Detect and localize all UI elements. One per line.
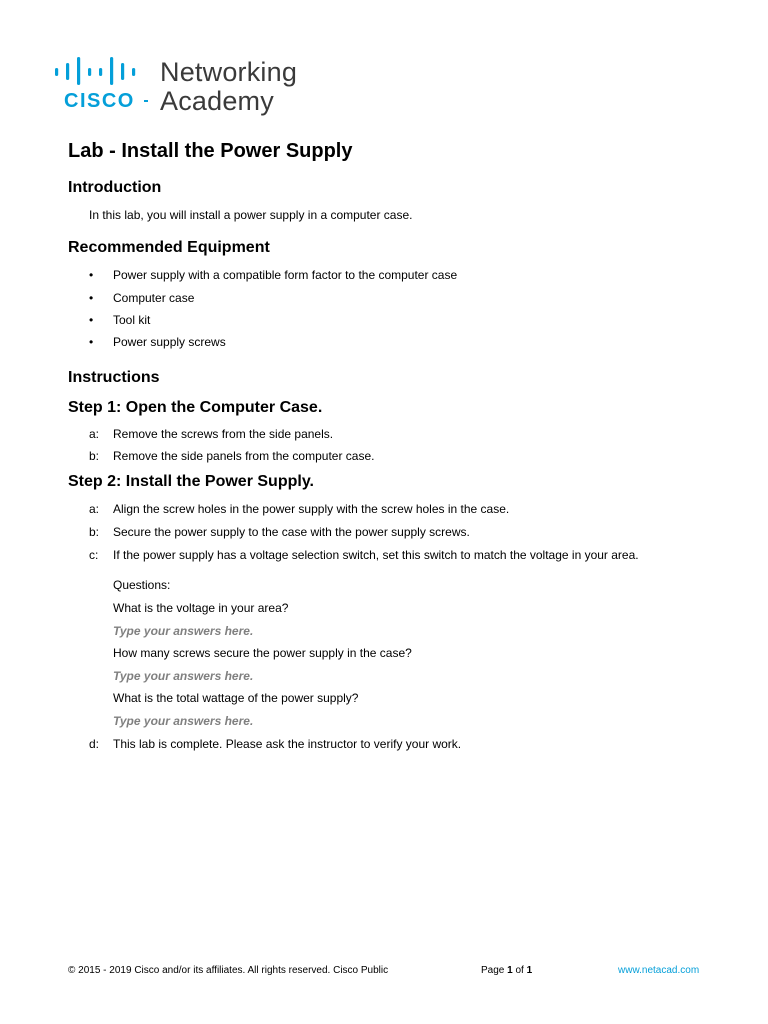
cisco-bars-icon xyxy=(54,57,150,85)
bullet-icon: • xyxy=(89,268,94,282)
footer-website-link[interactable]: www.netacad.com xyxy=(618,965,700,976)
list-item: Power supply screws xyxy=(113,335,226,349)
list-item: Tool kit xyxy=(113,313,151,327)
logo-brand-mark xyxy=(144,100,148,102)
step2-item-text: If the power supply has a voltage selection switch, set this switch to match the voltage in your area. xyxy=(113,548,639,562)
step1-heading: Step 1: Open the Computer Case. xyxy=(68,399,323,416)
questions-label: Questions: xyxy=(113,578,171,592)
page-current: 1 xyxy=(507,965,513,976)
step1-item-letter: b: xyxy=(89,449,100,463)
list-item: Computer case xyxy=(113,291,195,305)
bullet-icon: • xyxy=(89,335,94,349)
step1-item-text: Remove the screws from the side panels. xyxy=(113,427,334,441)
bullet-icon: • xyxy=(89,313,94,327)
step2-item-text: Align the screw holes in the power supply with the screw holes in the case. xyxy=(113,502,510,516)
answer-field[interactable]: Type your answers here. xyxy=(113,714,254,728)
equipment-heading: Recommended Equipment xyxy=(68,239,270,256)
question-text: What is the total wattage of the power supply? xyxy=(113,691,359,705)
step2-heading: Step 2: Install the Power Supply. xyxy=(68,473,314,490)
logo-line-networking: Networking xyxy=(160,57,298,87)
footer-page-number xyxy=(481,965,532,977)
step1-item-text: Remove the side panels from the computer case. xyxy=(113,449,375,463)
step2-item-letter: b: xyxy=(89,525,100,539)
cisco-networking-academy-logo xyxy=(54,57,314,119)
page-title: Lab - Install the Power Supply xyxy=(68,140,353,162)
page-label: Page xyxy=(481,965,505,976)
copyright-icon: © xyxy=(68,965,76,976)
answer-field[interactable]: Type your answers here. xyxy=(113,624,254,638)
step2-item-text: This lab is complete. Please ask the instructor to verify your work. xyxy=(113,737,462,751)
instructions-heading: Instructions xyxy=(68,369,160,386)
introduction-text: In this lab, you will install a power supply in a computer case. xyxy=(89,208,413,222)
question-text: How many screws secure the power supply in the case? xyxy=(113,646,412,660)
page-of: of xyxy=(515,965,524,976)
question-text: What is the voltage in your area? xyxy=(113,601,289,615)
copyright-text: 2015 - 2019 Cisco and/or its affiliates. All rights reserved. Cisco Public xyxy=(78,965,389,976)
step2-item-text: Secure the power supply to the case with the power supply screws. xyxy=(113,525,470,539)
step2-item-letter: a: xyxy=(89,502,100,516)
logo-brand: CISCO xyxy=(64,90,135,112)
logo-line-academy: Academy xyxy=(160,86,274,116)
page-total: 1 xyxy=(526,965,533,976)
footer-copyright xyxy=(68,965,388,977)
answer-field[interactable]: Type your answers here. xyxy=(113,669,254,683)
step2-item-letter: c: xyxy=(89,548,99,562)
bullet-icon: • xyxy=(89,291,94,305)
step2-item-letter: d: xyxy=(89,737,100,751)
introduction-heading: Introduction xyxy=(68,179,162,196)
list-item: Power supply with a compatible form factor to the computer case xyxy=(113,268,458,282)
step1-item-letter: a: xyxy=(89,427,100,441)
